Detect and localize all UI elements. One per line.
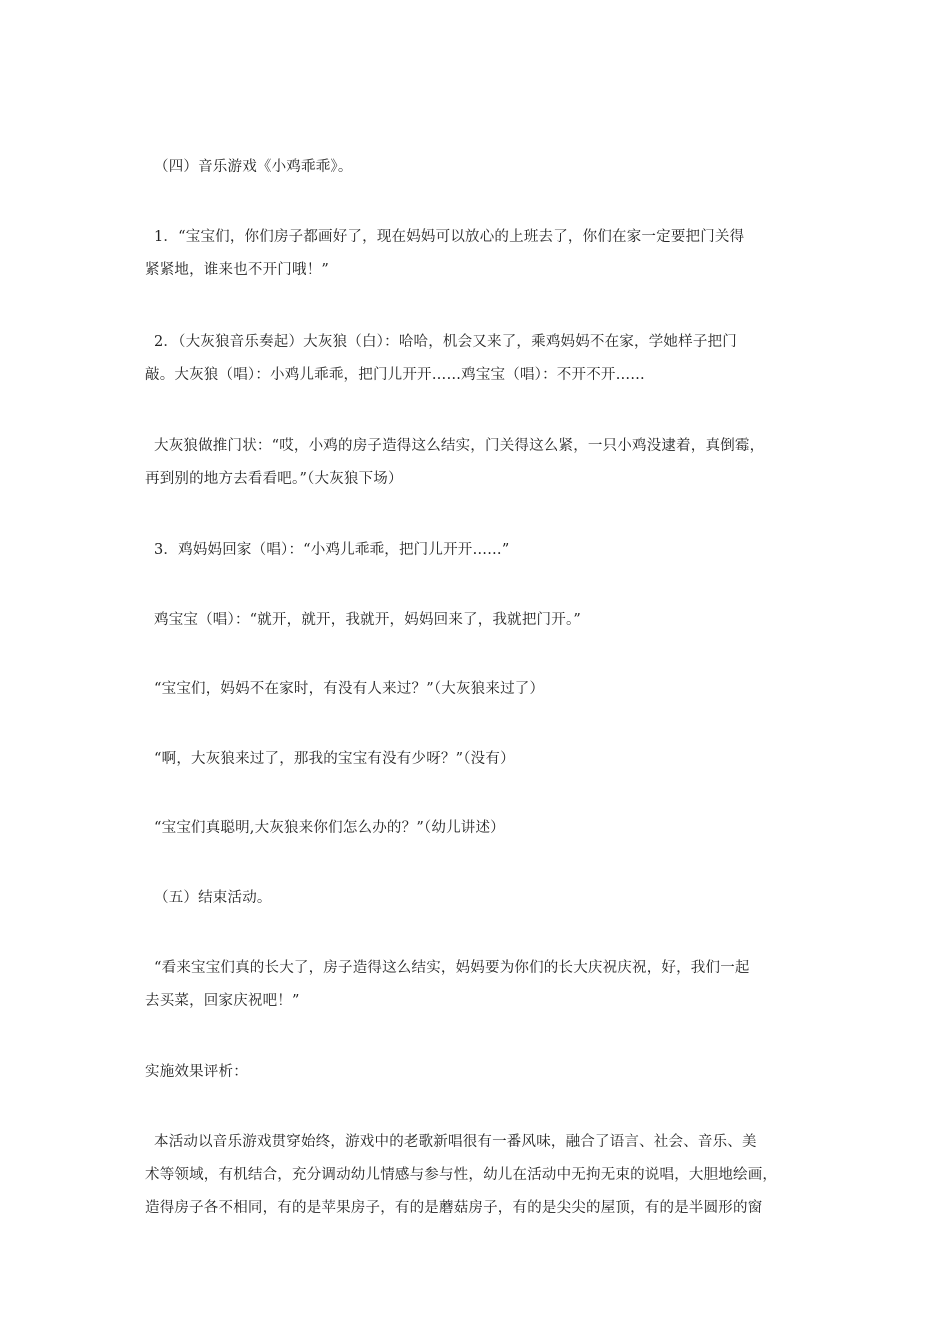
section5-heading: （五）结束活动。 bbox=[154, 890, 272, 906]
section4-heading: （四）音乐游戏《小鸡乖乖》。 bbox=[154, 159, 353, 175]
evaluation-paragraph: 本活动以音乐游戏贯穿始终，游戏中的老歌新唱很有一番风味，融合了语言、社会、音乐、美 术等领域，有机结合，充分调动幼儿情感与参与性，幼儿在活动中无拘无束的说唱，大胆地绘画， 造得房子各不相同，有的是苹果房子，有的是蘑菇房子，有的是尖尖的屋顶，有的是半圆形的窗 bbox=[145, 1134, 778, 1216]
ending-paragraph: “看来宝宝们真的长大了，房子造得这么结实，妈妈要为你们的长大庆祝庆祝，好，我们一起 去买菜，回家庆祝吧！” bbox=[145, 960, 750, 1009]
wolf-push-paragraph: 大灰狼做推门状：“哎，小鸡的房子造得这么结实，门关得这么紧，一只小鸡没逮着，真倒霉， 再到别的地方去看看吧。”（大灰狼下场） bbox=[145, 438, 765, 487]
item-3-paragraph: 3．鸡妈妈回家（唱）：“小鸡儿乖乖，把门儿开开……” bbox=[154, 542, 510, 558]
question-3-paragraph: “宝宝们真聪明,大灰狼来你们怎么办的？”（幼儿讲述） bbox=[154, 820, 505, 836]
question-1-paragraph: “宝宝们，妈妈不在家时，有没有人来过？”（大灰狼来过了） bbox=[154, 681, 545, 697]
item-1-paragraph: 1．“宝宝们，你们房子都画好了，现在妈妈可以放心的上班去了，你们在家一定要把门关得 紧紧地，谁来也不开门哦！” bbox=[145, 229, 745, 278]
evaluation-heading: 实施效果评析： bbox=[145, 1064, 248, 1080]
chicks-sing-paragraph: 鸡宝宝（唱）：“就开，就开，我就开，妈妈回来了，我就把门开。” bbox=[154, 612, 582, 628]
item-2-paragraph: 2．（大灰狼音乐奏起）大灰狼（白）：哈哈，机会又来了，乘鸡妈妈不在家，学她样子把门 敲。大灰狼（唱）：小鸡儿乖乖，把门儿开开……鸡宝宝（唱）：不开不开…… bbox=[145, 334, 737, 383]
question-2-paragraph: “啊，大灰狼来过了，那我的宝宝有没有少呀？”（没有） bbox=[154, 751, 515, 767]
